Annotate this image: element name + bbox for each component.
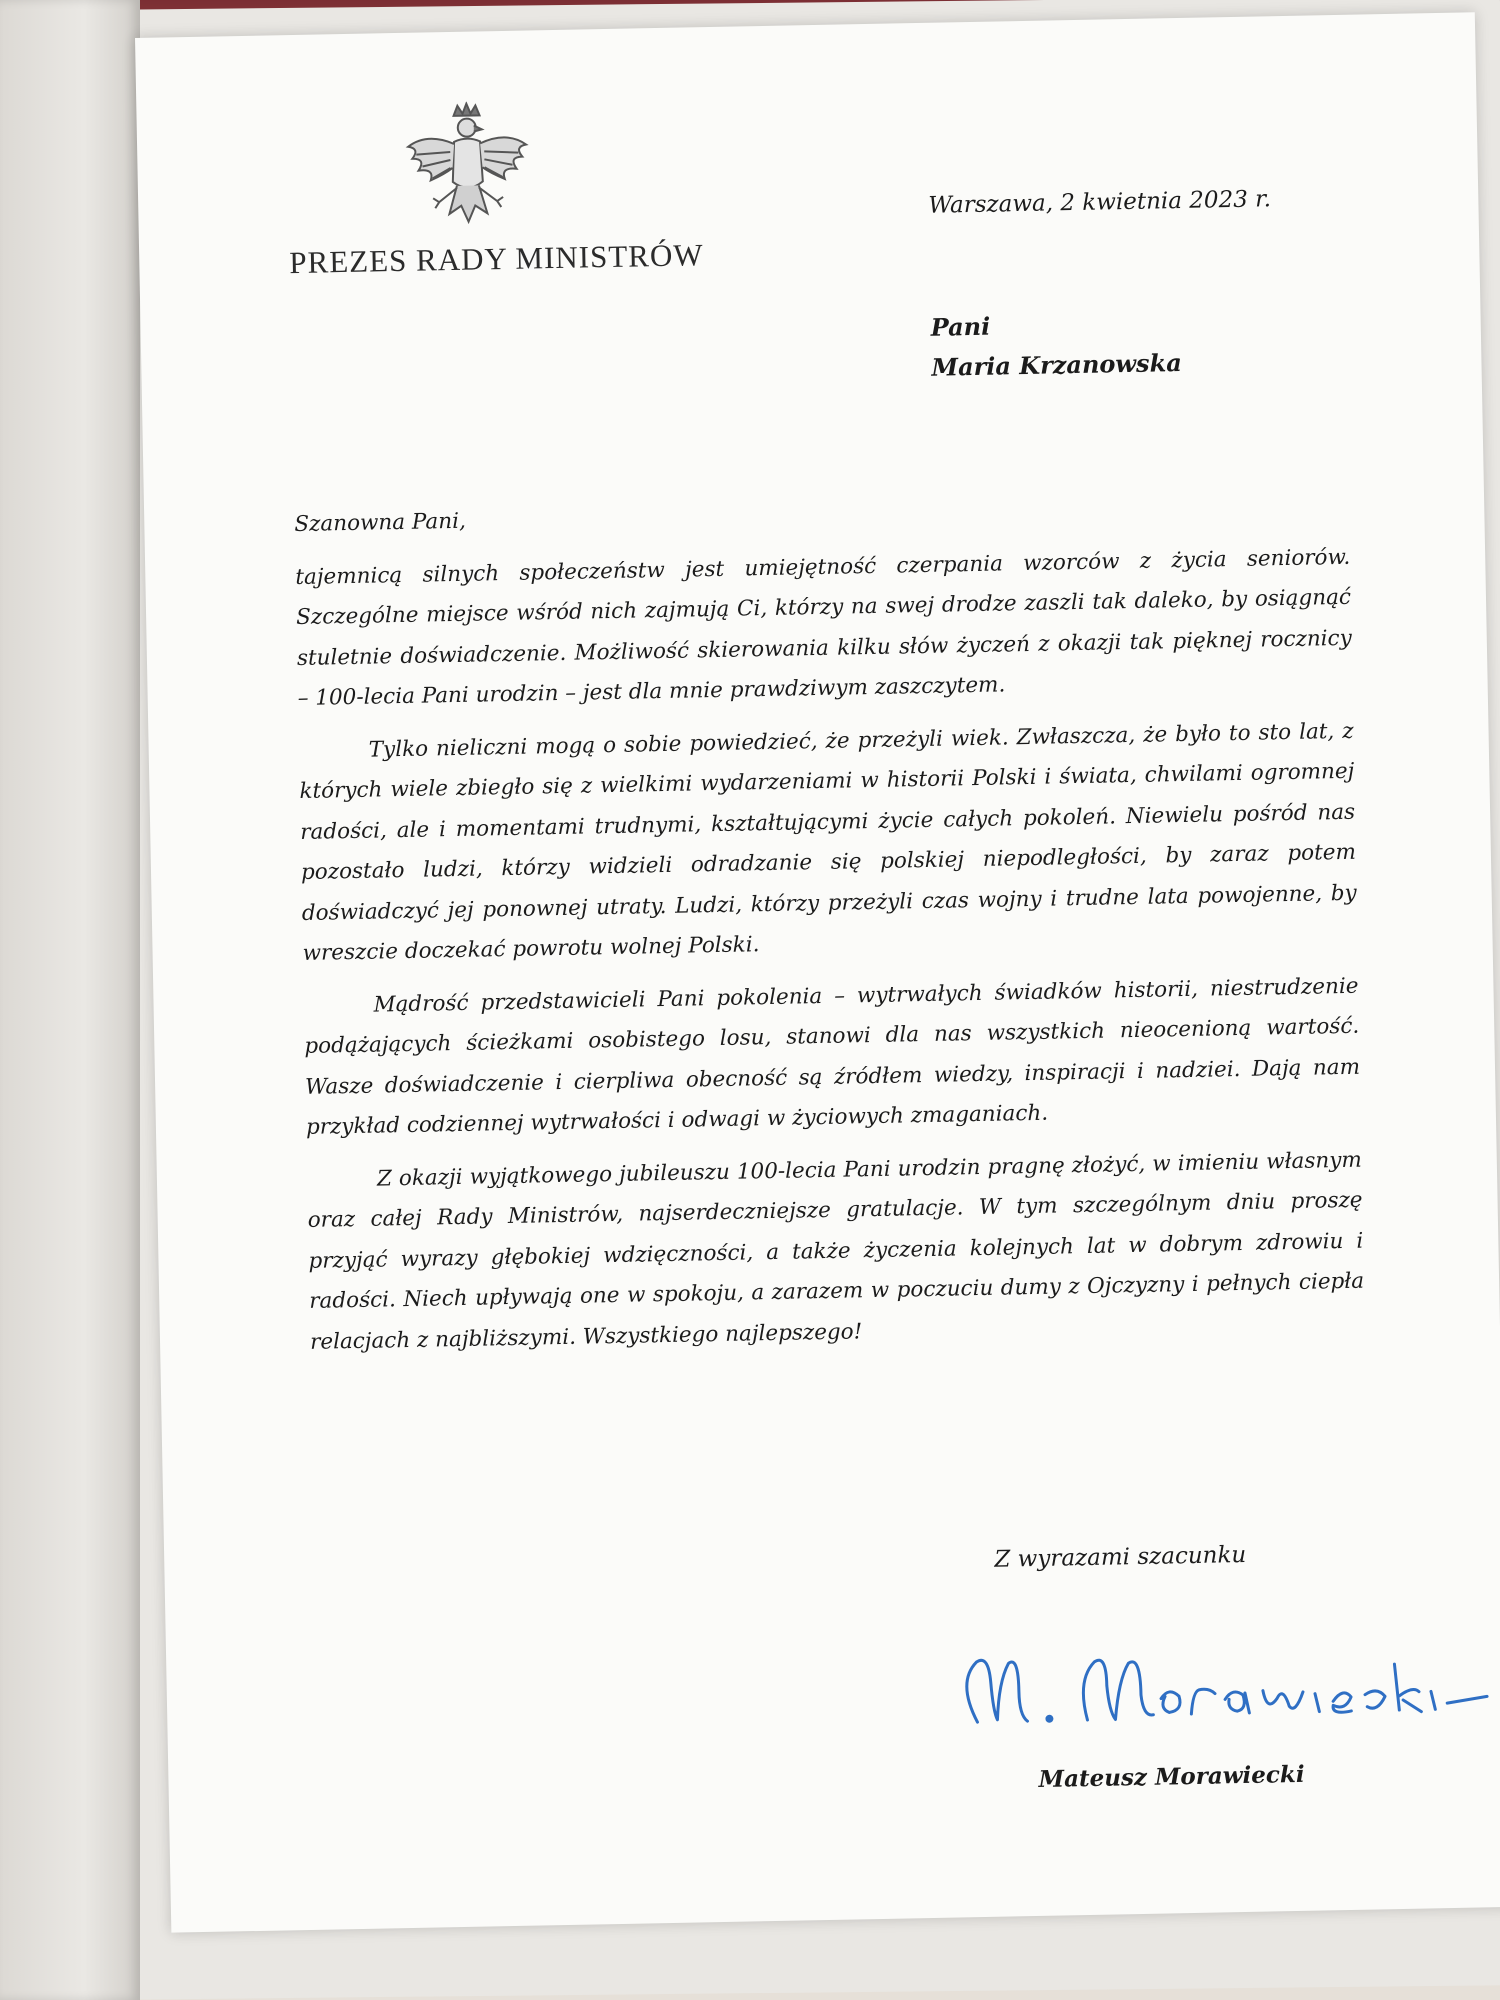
recipient-block xyxy=(930,303,1182,388)
polish-white-eagle-icon xyxy=(401,100,534,242)
closing: Z wyrazami szacunku xyxy=(994,1541,1247,1573)
handwritten-signature xyxy=(946,1632,1500,1753)
paragraph-4: Z okazji wyjątkowego jubileuszu 100-lecia Pani urodzin pragnę złożyć, w imieniu własnym oraz całej Rady Ministrów, najserdeczniejsze gratulacje. W tym szczególnym dniu proszę przyjąć wyrazy głębokiej wdzięczności, a także życzenia kolejnych lat w dobrym zdrowiu i radości. Niech upływają one w spokoju, a zarazem w poczuciu dumy z Ojczyzny i pełnych ciepła relacjach z najbliższymi. Wszystkiego najlepszego! xyxy=(307,1147,1365,1355)
signer-name: Mateusz Morawiecki xyxy=(1038,1760,1305,1793)
letterhead-office: PREZES RADY MINISTRÓW xyxy=(289,237,704,281)
recipient-title: Pani xyxy=(930,311,991,342)
recipient-name: Maria Krzanowska xyxy=(931,347,1182,382)
paragraph-2: Tylko nieliczni mogą o sobie powiedzieć, że przeżyli wiek. Zwłaszcza, że było to sto lat, z których wiele zbiegło się z wielkimi wydarzeniami w historii Polski i świata, chwilami ogromnej radości, ale i momentami trudnymi, kształtującymi życie całych pokoleń. Niewielu pośród nas pozostało ludzi, którzy widzieli odradzanie się polskiej niepodległości, by zaraz potem doświadczyć jej ponownej utraty. Ludzi, którzy przeżyli czas wojny i trudne lata powojenne, by wreszcie doczekać powrotu wolnej Polski. xyxy=(299,718,1357,966)
date-line: Warszawa, 2 kwietnia 2023 r. xyxy=(928,186,1272,219)
letter-sheet xyxy=(135,12,1500,1932)
paragraph-3: Mądrość przedstawicieli Pani pokolenia – wytrwałych świadków historii, niestrudzenie podążających ścieżkami osobistego losu, stanowi dla nas wszystkich nieocenioną wartość. Wasze doświadczenie i cierpliwa obecność są źródłem wiedzy, inspiracji i nadziei. Dają nam przykład codziennej wytrwałości i odwagi w życiowych zmaganiach. xyxy=(304,973,1361,1140)
salutation: Szanowna Pani, xyxy=(294,508,467,538)
folder-left-cover xyxy=(0,0,140,2000)
paragraph-1: tajemnicą silnych społeczeństw jest umiejętność czerpania wzorców z życia seniorów. Szczególne miejsce wśród nich zajmują Ci, którzy na swej drodze zaszli tak daleko, by osiągnąć stuletnie doświadczenie. Możliwość skierowania kilku słów życzeń z okazji tak pięknej rocznicy – 100-lecia Pani urodzin – jest dla mnie prawdziwym zaszczytem. xyxy=(295,544,1352,711)
letter-body xyxy=(294,485,1366,1375)
